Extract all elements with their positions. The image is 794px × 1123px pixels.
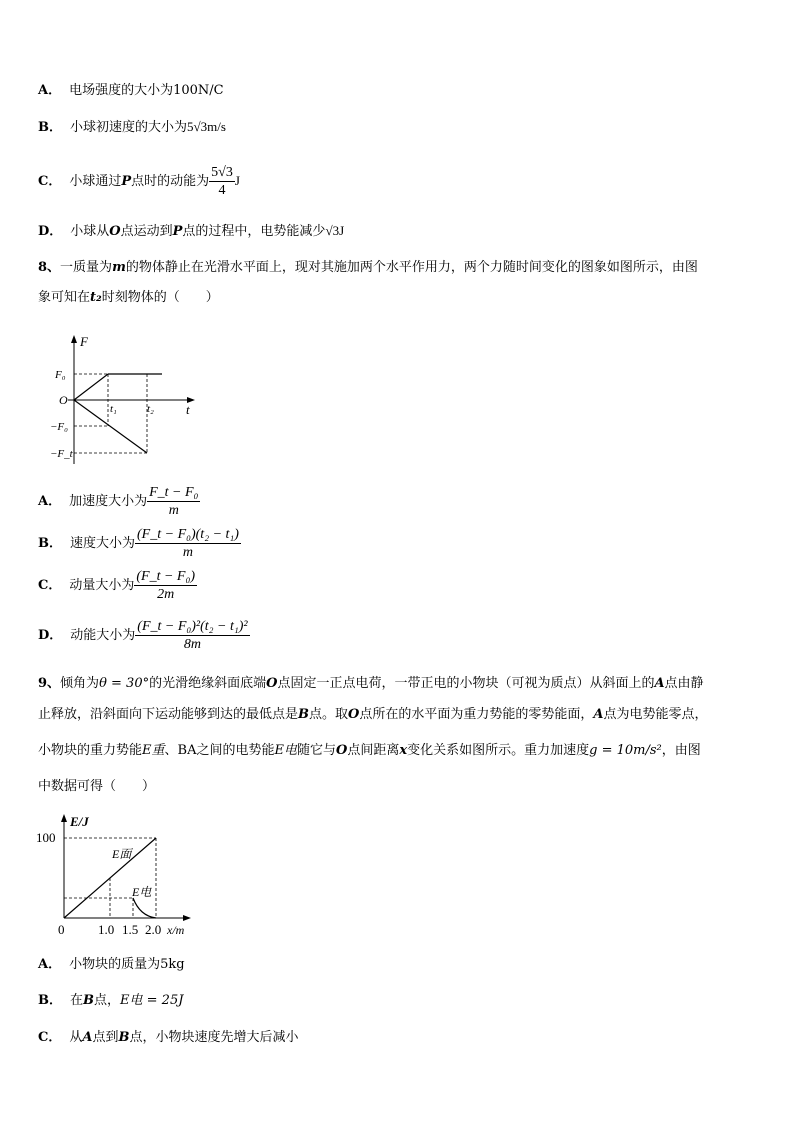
- point-b: B: [83, 993, 95, 1008]
- point-a: A: [654, 676, 665, 691]
- y-axis-label: E/J: [70, 814, 89, 829]
- option-text-2: 点运动到: [120, 224, 173, 239]
- stem-text: 变化关系如图所示。重力加速度: [407, 743, 590, 758]
- q9-stem-line1: [38, 675, 704, 693]
- stem-text: ，由图: [661, 743, 701, 758]
- option-label: C．: [38, 578, 62, 593]
- x-axis-arrow-icon: [183, 915, 191, 921]
- stem-text: 点由静: [664, 676, 704, 691]
- q7-option-a: [38, 82, 224, 100]
- option-text: 电场强度的大小为100N/C: [69, 83, 224, 98]
- stem-text: 止释放，沿斜面向下运动能够到达的最低点是: [38, 707, 299, 722]
- point-p: P: [121, 174, 132, 189]
- option-text: 小物块的质量为5kg: [69, 957, 185, 972]
- x-symbol: x: [399, 743, 408, 758]
- option-label: B．: [38, 993, 62, 1008]
- x-axis-label: x/m: [167, 923, 185, 937]
- option-label: B．: [38, 120, 62, 135]
- fraction-denominator: 2m: [157, 587, 175, 602]
- stem-text: 点所在的水平面为重力势能的零势能面，: [359, 707, 594, 722]
- stem-text: 点为电势能零点，: [603, 707, 708, 722]
- option-text: 从: [69, 1030, 83, 1045]
- origin-label: 0: [58, 922, 65, 937]
- option-text-2: 点，: [94, 993, 121, 1008]
- y-axis-label: F: [80, 334, 88, 349]
- q9-stem-line3: [38, 742, 701, 760]
- point-o: O: [109, 224, 121, 239]
- theta-value: θ = 30°: [99, 676, 150, 691]
- x1-label: 1.0: [98, 922, 115, 937]
- option-label: A．: [38, 83, 62, 98]
- stem-text: 的物体静止在光滑水平面上，现对其施加两个水平作用力，两个力随时间变化的图象如图所示，由图: [125, 260, 698, 275]
- neg-f0-label: −F₀: [50, 421, 68, 433]
- fraction-numerator: (F_t − F₀): [136, 569, 196, 584]
- stem-text: 点间距离: [347, 743, 400, 758]
- y-axis-arrow-icon: [71, 335, 77, 343]
- f0-label: F₀: [55, 369, 66, 381]
- fraction-denominator: 4: [218, 183, 226, 198]
- t1-label: t₁: [110, 403, 117, 415]
- y-axis-arrow-icon: [61, 814, 67, 822]
- stem-text: 倾角为: [60, 676, 100, 691]
- mass-symbol: m: [112, 260, 126, 275]
- fraction-denominator: m: [182, 545, 194, 560]
- fraction: [135, 526, 241, 561]
- option-label: B．: [38, 536, 62, 551]
- option-label: A．: [38, 957, 62, 972]
- gravity-energy-symbol: E重: [142, 743, 165, 758]
- fraction-denominator: m: [168, 503, 179, 518]
- option-text: 在: [70, 993, 84, 1008]
- electric-energy-symbol: E电: [274, 743, 297, 758]
- stem-text: 象可知在: [38, 290, 91, 305]
- option-label: C．: [38, 174, 62, 189]
- option-text: 加速度大小为: [69, 494, 148, 509]
- fraction-numerator: (F_t − F₀)(t₂ − t₁): [137, 527, 239, 542]
- q9-option-c: [38, 1029, 299, 1047]
- q8-option-b: [38, 526, 241, 562]
- gravity-value: g = 10m/s²: [589, 743, 662, 758]
- q9-stem-line2: [38, 706, 707, 724]
- q9-option-b: [38, 992, 183, 1010]
- y-max-label: 100: [36, 830, 56, 845]
- t2-label: t₂: [147, 403, 154, 415]
- q8-stem-line2: [38, 289, 219, 307]
- q8-option-a: [38, 484, 200, 520]
- point-p: P: [172, 224, 183, 239]
- point-b: B: [118, 1030, 130, 1045]
- q9-energy-distance-graph: [34, 812, 204, 940]
- option-text: 速度大小为: [70, 536, 136, 551]
- question-number: 9、: [38, 676, 61, 691]
- option-text: 小球通过: [69, 174, 122, 189]
- option-text: 小球初速度的大小为: [70, 120, 188, 135]
- x15-label: 1.5: [122, 922, 139, 937]
- option-label: C．: [38, 1030, 62, 1045]
- stem-text: 点固定一正点电荷，一带正电的小物块（可视为质点）从斜面上的: [277, 676, 655, 691]
- stem-text: 点。取: [309, 707, 349, 722]
- x2-label: 2.0: [145, 922, 162, 937]
- upper-force-line: [74, 374, 108, 400]
- point-o: O: [348, 707, 360, 722]
- time-symbol: t₂: [90, 290, 102, 305]
- q8-option-d: [38, 618, 250, 654]
- stem-text: 随它与: [296, 743, 336, 758]
- stem-text: 、BA之间的电势能: [164, 743, 275, 758]
- option-text-2: 点时的动能为: [131, 174, 210, 189]
- fraction: [135, 618, 249, 653]
- unit: J: [234, 173, 240, 188]
- option-label: A．: [38, 494, 62, 509]
- option-text: 动能大小为: [70, 628, 136, 643]
- option-label: D．: [38, 224, 63, 239]
- option-text-2: 点到: [92, 1030, 119, 1045]
- stem-text: 一质量为: [60, 260, 113, 275]
- x-axis-label: t: [186, 402, 190, 417]
- fraction: [147, 484, 200, 519]
- fraction: [134, 568, 197, 603]
- q8-stem-line1: [38, 259, 698, 277]
- option-text: 小球从: [70, 224, 110, 239]
- q9-stem-line4: [38, 778, 155, 796]
- q9-option-a: [38, 956, 185, 974]
- gravity-energy-label: E面: [112, 847, 132, 861]
- stem-text: 小物块的重力势能: [38, 743, 143, 758]
- point-a: A: [82, 1030, 93, 1045]
- fraction-denominator: 8m: [183, 637, 202, 652]
- option-value: E电 = 25J: [120, 993, 184, 1008]
- electric-energy-label: E电: [132, 885, 152, 899]
- point-o: O: [266, 676, 278, 691]
- q8-option-c: [38, 568, 197, 604]
- fraction-numerator: 5√3: [211, 165, 233, 180]
- option-value: √3J: [325, 223, 345, 238]
- point-b: B: [298, 707, 310, 722]
- stem-text: 的光滑绝缘斜面底端: [149, 676, 267, 691]
- option-text: 动量大小为: [69, 578, 135, 593]
- q8-force-time-graph: [50, 332, 200, 470]
- option-label: D．: [38, 628, 63, 643]
- fraction-numerator: F_t − F₀: [149, 485, 199, 500]
- neg-ft-label: −F_t: [50, 448, 73, 460]
- fraction-numerator: (F_t − F₀)²(t₂ − t₁)²: [137, 619, 248, 634]
- origin-label: O: [59, 393, 68, 407]
- q7-option-d: [38, 222, 344, 241]
- fraction: [209, 164, 235, 199]
- q7-option-c: [38, 164, 240, 199]
- option-text-3: 点的过程中，电势能减少: [182, 224, 326, 239]
- point-a: A: [593, 707, 604, 722]
- stem-text: 时刻物体的（ ）: [101, 290, 219, 305]
- point-o: O: [335, 743, 348, 758]
- q7-option-b: [38, 118, 226, 137]
- option-value: 5√3m/s: [187, 119, 226, 134]
- question-number: 8、: [38, 260, 61, 275]
- stem-text: 中数据可得（ ）: [38, 779, 156, 794]
- option-text-3: 点，小物块速度先增大后减小: [129, 1030, 299, 1045]
- electric-energy-curve: [133, 898, 156, 918]
